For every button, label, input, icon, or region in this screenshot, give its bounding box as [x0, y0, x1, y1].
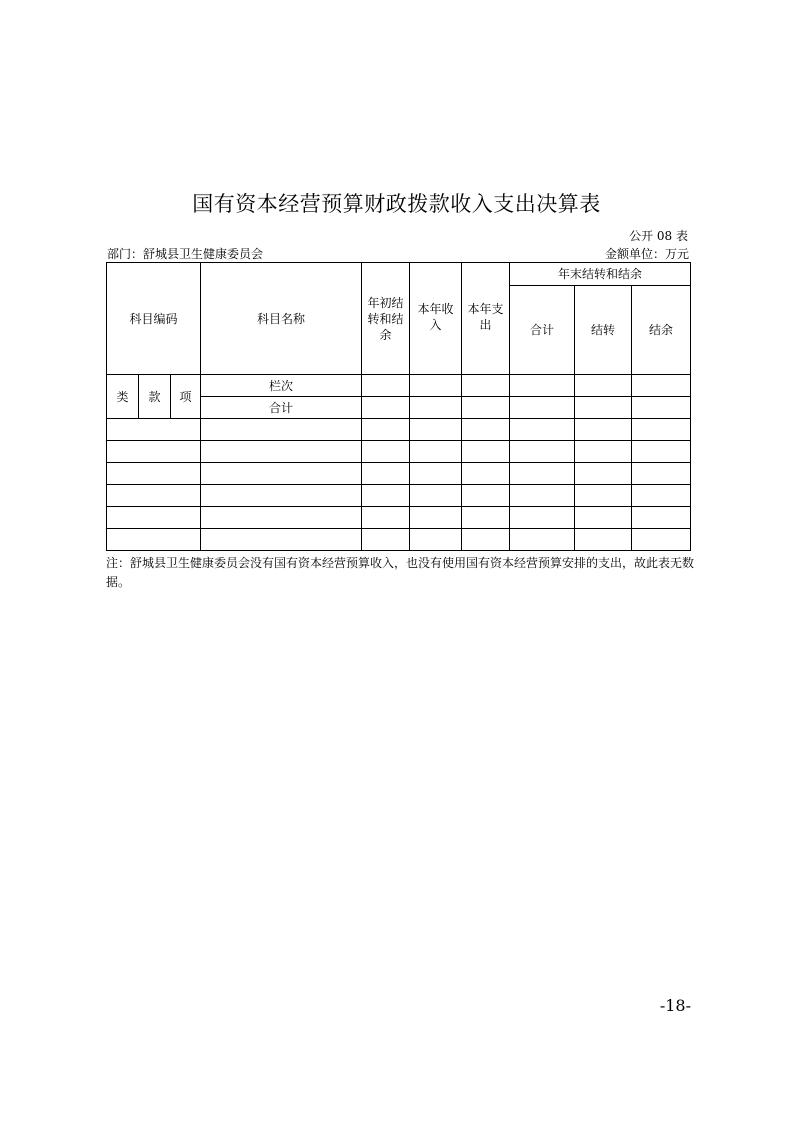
header-end-total: 合计 [510, 286, 575, 375]
table-cell [462, 485, 510, 507]
table-cell [510, 441, 575, 463]
table-cell [510, 419, 575, 441]
table-cell [510, 463, 575, 485]
table-cell [510, 375, 575, 397]
header-end-balance-group: 年末结转和结余 [510, 263, 691, 286]
table-cell [632, 485, 691, 507]
table-cell [107, 419, 201, 441]
table-cell [510, 397, 575, 419]
table-cell [107, 441, 201, 463]
table-row [107, 485, 691, 507]
table-cell [201, 419, 362, 441]
table-cell [632, 375, 691, 397]
table-cell [362, 397, 410, 419]
table-cell [201, 529, 362, 551]
table-cell [462, 463, 510, 485]
header-end-carryover: 结转 [575, 286, 632, 375]
table-cell [201, 507, 362, 529]
table-note: 注：舒城县卫生健康委员会没有国有资本经营预算收入，也没有使用国有资本经营预算安排的支出，故此表无数据。 [106, 556, 695, 589]
table-cell [462, 397, 510, 419]
header-income-text: 本年收入 [417, 302, 454, 332]
form-number: 公开 08 表 [629, 229, 688, 243]
header-subject-code: 科目编码 [107, 263, 201, 375]
table-cell [632, 441, 691, 463]
header-begin-balance [362, 263, 410, 375]
header-subject-name: 科目名称 [201, 263, 362, 375]
subheader-class: 类 [107, 375, 139, 419]
table-row [107, 441, 691, 463]
table-cell [632, 507, 691, 529]
table-cell [410, 441, 462, 463]
subheader-item: 项 [171, 375, 201, 419]
table-cell [410, 529, 462, 551]
table-cell [575, 485, 632, 507]
table-cell [410, 485, 462, 507]
table-cell [107, 485, 201, 507]
row-column-number-label: 栏次 [201, 375, 362, 397]
department-label: 部门：舒城县卫生健康委员会 [107, 247, 264, 261]
table-cell [575, 419, 632, 441]
table-cell [632, 463, 691, 485]
table-row [107, 529, 691, 551]
table-cell [410, 419, 462, 441]
table-cell [575, 375, 632, 397]
table-cell [462, 441, 510, 463]
table-cell [362, 419, 410, 441]
table-cell [510, 507, 575, 529]
header-expense-text: 本年支出 [467, 302, 504, 332]
table-cell [410, 375, 462, 397]
table-cell [362, 463, 410, 485]
table-cell [362, 441, 410, 463]
table-cell [632, 397, 691, 419]
header-income [410, 263, 462, 375]
budget-table [106, 262, 691, 551]
table-cell [362, 485, 410, 507]
header-end-surplus: 结余 [632, 286, 691, 375]
table-cell [410, 507, 462, 529]
table-cell [462, 529, 510, 551]
subheader-section: 款 [139, 375, 171, 419]
table-cell [107, 529, 201, 551]
table-cell [510, 485, 575, 507]
table-cell [575, 529, 632, 551]
table-cell [575, 397, 632, 419]
table-cell [462, 419, 510, 441]
header-expense [462, 263, 510, 375]
table-cell [632, 529, 691, 551]
table-cell [201, 441, 362, 463]
table-cell [362, 529, 410, 551]
amount-unit-label: 金额单位：万元 [604, 247, 689, 261]
table-cell [575, 463, 632, 485]
table-cell [201, 485, 362, 507]
header-begin-balance-text: 年初结转和结余 [367, 295, 404, 342]
table-cell [575, 507, 632, 529]
page-title: 国有资本经营预算财政拨款收入支出决算表 [192, 192, 601, 216]
table-row [107, 463, 691, 485]
table-cell [462, 375, 510, 397]
table-cell [462, 507, 510, 529]
table-cell [362, 375, 410, 397]
page-number: -18- [659, 996, 691, 1015]
table-cell [107, 463, 201, 485]
row-total-label: 合计 [201, 397, 362, 419]
table-cell [510, 529, 575, 551]
table-cell [410, 397, 462, 419]
table-cell [362, 507, 410, 529]
table-row [107, 507, 691, 529]
table-cell [632, 419, 691, 441]
table-cell [201, 463, 362, 485]
table-cell [410, 463, 462, 485]
table-cell [107, 507, 201, 529]
table-row [107, 419, 691, 441]
table-cell [575, 441, 632, 463]
